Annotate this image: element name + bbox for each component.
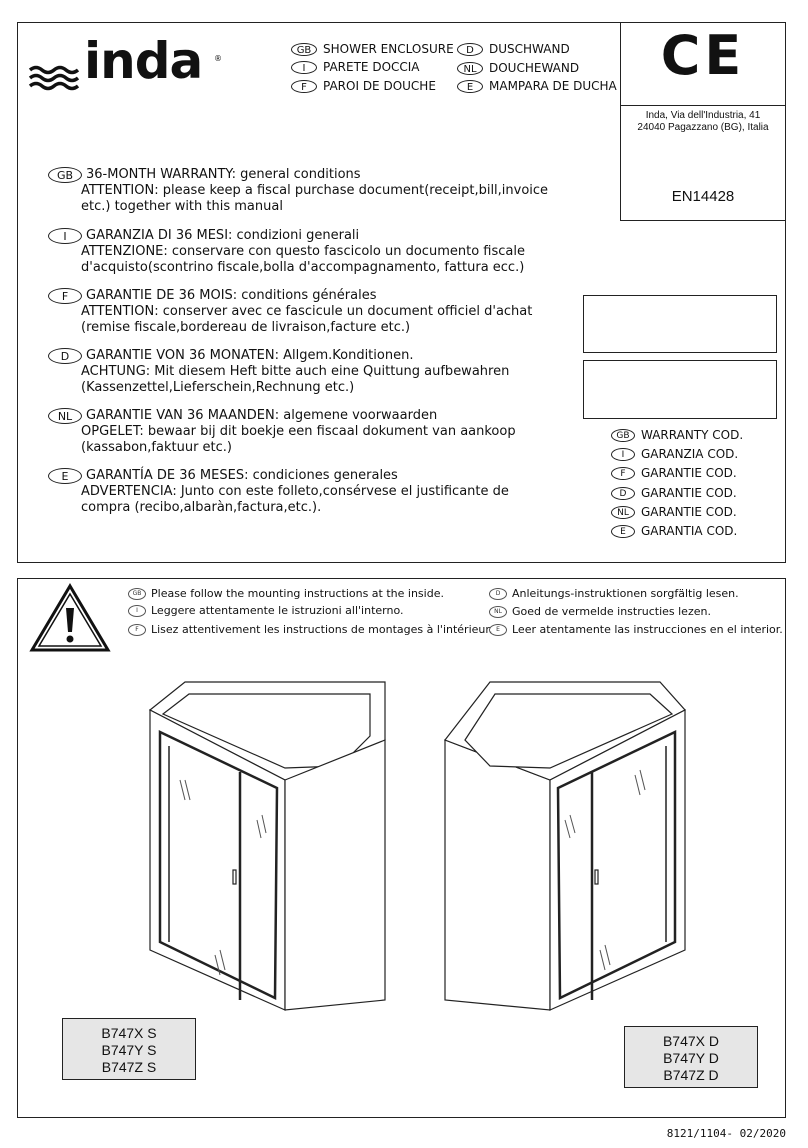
- instruction-e: E Leer atentamente las instrucciones en el interior.: [489, 623, 783, 636]
- product-name-nl: NL DOUCHEWAND: [457, 61, 579, 75]
- product-name-f: F PAROI DE DOUCHE: [291, 79, 436, 93]
- instruction-d: D Anleitungs-instruktionen sorgfältig lesen.: [489, 587, 739, 600]
- warranty-cod-gb: GB WARRANTY COD.: [611, 428, 743, 442]
- instruction-f: F Lisez attentivement les instructions de montages à l'intérieur.: [128, 623, 492, 636]
- product-name-d: D DUSCHWAND: [457, 42, 570, 56]
- warranty-i: I GARANZIA DI 36 MESI: condizioni generali ATTENZIONE: conservare con questo fascicolo un documento fiscale d'acquisto(scontrino fiscale,bolla d'accompagnamento, fattura ecc.): [48, 228, 525, 276]
- instruction-gb: GB Please follow the mounting instructions at the inside.: [128, 587, 444, 600]
- instruction-nl: NL Goed de vermelde instructies lezen.: [489, 605, 711, 618]
- inda-logo: [26, 32, 226, 94]
- model-code: B747X S: [101, 1025, 157, 1041]
- ce-address-line2: 24040 Pagazzano (BG), Italia: [637, 122, 769, 133]
- warranty-d: D GARANTIE VON 36 MONATEN: Allgem.Konditionen. ACHTUNG: Mit diesem Heft bitte auch eine Quittung aufbewahren (Kassenzettel,Lieferschein,Rechnung etc.): [48, 348, 509, 396]
- warranty-nl: NL GARANTIE VAN 36 MAANDEN: algemene voorwaarden OPGELET: bewaar bij dit boekje een fiscaal dokument van aankoop (kassabon,faktuur etc.): [48, 408, 516, 456]
- warranty-gb: GB 36-MONTH WARRANTY: general conditions ATTENTION: please keep a fiscal purchase document(receipt,bill,invoice etc.) together with this manual: [48, 167, 548, 215]
- warranty-cod-nl: NL GARANTIE COD.: [611, 505, 737, 519]
- ce-address-divider: [620, 105, 786, 106]
- product-name-e: E MAMPARA DE DUCHA: [457, 79, 617, 93]
- ce-address-line1: Inda, Via dell'Industria, 41: [645, 110, 761, 121]
- warranty-cod-i: I GARANZIA COD.: [611, 447, 738, 461]
- warranty-cod-e: E GARANTIA COD.: [611, 524, 737, 538]
- product-name-gb: GB SHOWER ENCLOSURE: [291, 42, 454, 56]
- warranty-code-box-1: [583, 295, 777, 353]
- warranty-code-box-2: [583, 360, 777, 419]
- warranty-f: F GARANTIE DE 36 MOIS: conditions générales ATTENTION: conserver avec ce fascicule un document officiel d'achat (remise fiscale,bordereau de livraison,facture etc.): [48, 288, 532, 336]
- instruction-i: I Leggere attentamente le istruzioni all'interno.: [128, 604, 404, 617]
- model-code: B747Y S: [101, 1042, 157, 1058]
- brand-name: inda: [84, 32, 203, 90]
- model-code: B747Y D: [663, 1050, 719, 1066]
- warranty-cod-d: D GARANTIE COD.: [611, 486, 737, 500]
- model-code: B747Z D: [663, 1067, 719, 1083]
- document-code: 8121/1104- 02/2020: [666, 1127, 786, 1140]
- model-code: B747X D: [662, 1033, 720, 1049]
- model-code: B747Z S: [101, 1059, 157, 1075]
- standard-code: EN14428: [671, 188, 735, 205]
- model-box-left: [62, 1018, 196, 1080]
- model-box-right: [624, 1026, 758, 1088]
- warranty-cod-f: F GARANTIE COD.: [611, 466, 737, 480]
- warning-triangle-icon: [28, 582, 112, 654]
- shower-enclosure-right-drawing: [440, 680, 690, 1030]
- registered-icon: ®: [214, 54, 222, 63]
- shower-enclosure-left-drawing: [145, 680, 395, 1030]
- warranty-e: E GARANTÍA DE 36 MESES: condiciones generales ADVERTENCIA: Junto con este folleto,consérvese el justificante de compra (recibo,albaràn,factura,etc.).: [48, 468, 509, 516]
- product-name-i: I PARETE DOCCIA: [291, 60, 420, 74]
- ce-mark: CE: [660, 24, 746, 87]
